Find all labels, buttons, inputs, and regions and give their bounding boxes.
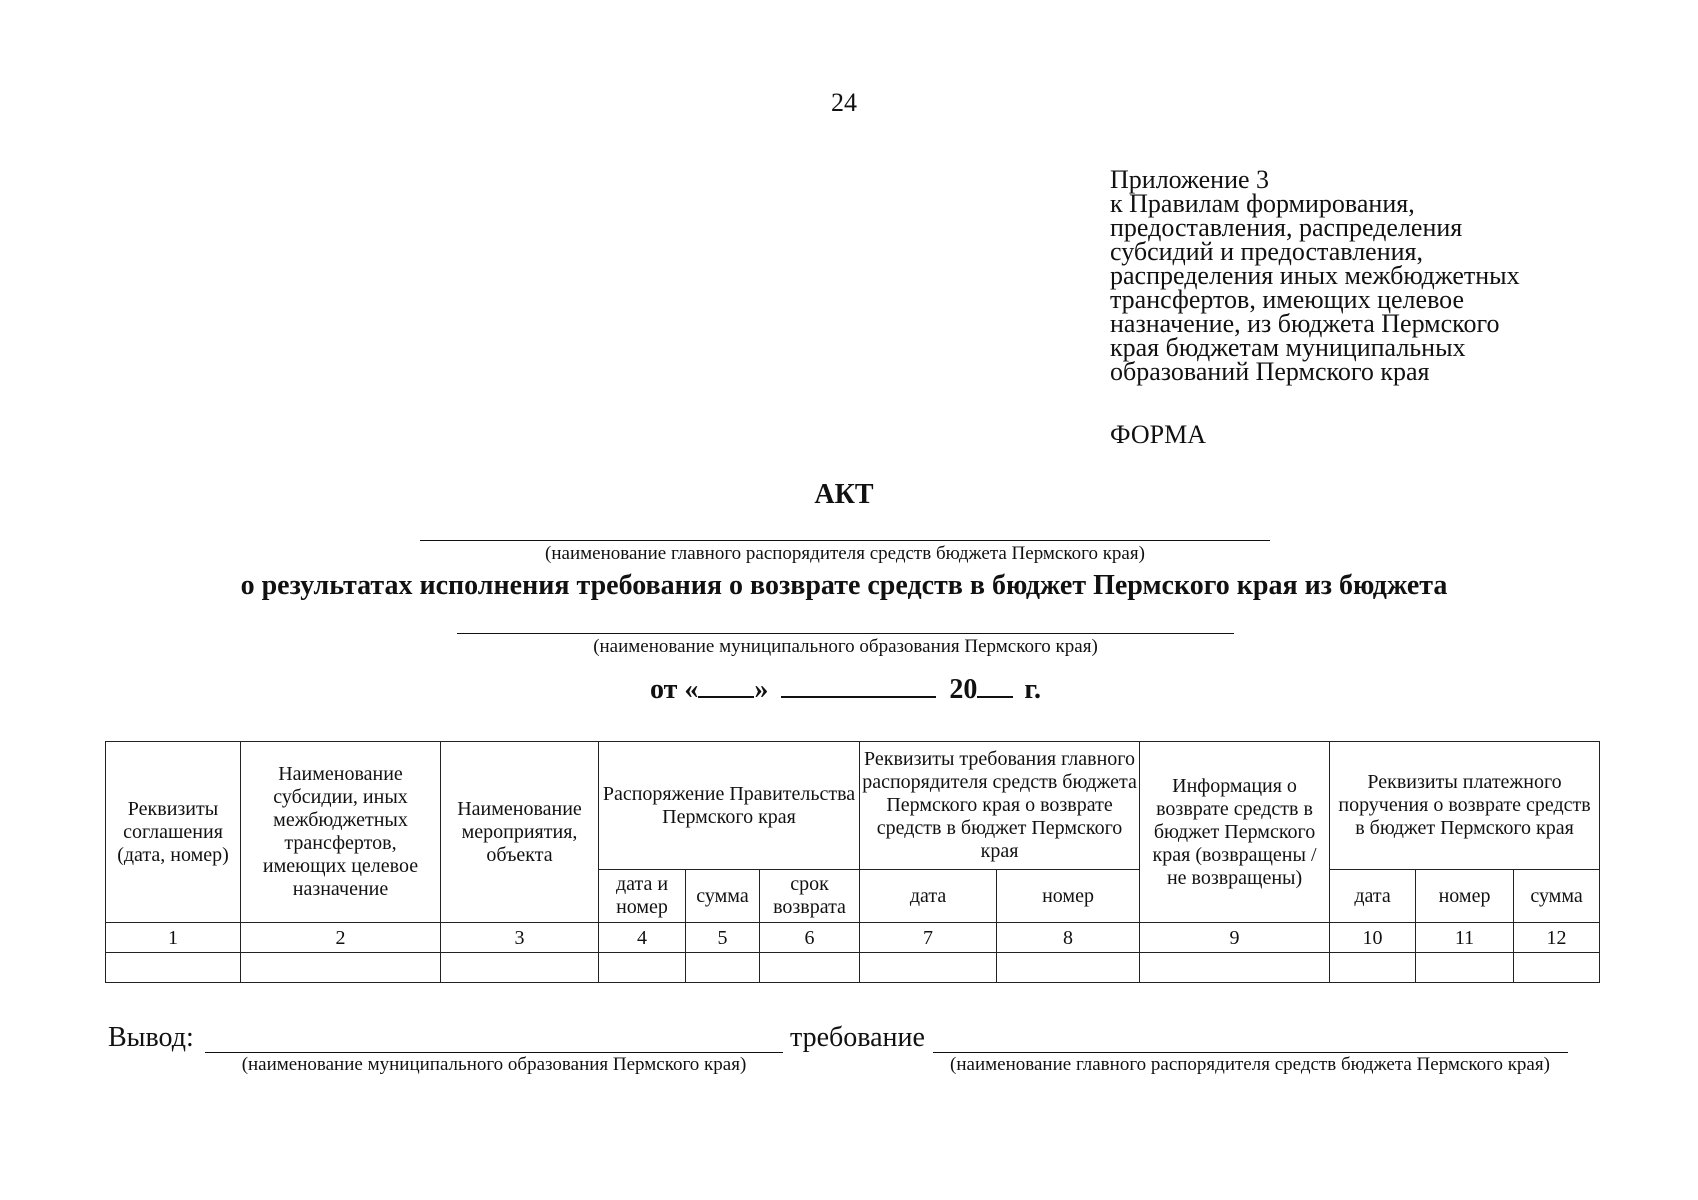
appendix-line: трансфертов, имеющих целевое: [1110, 285, 1465, 314]
header-requirement-details: Реквизиты требования главного распорядителя средств бюджета Пермского края о возврате средств в бюджет Пермского края: [860, 742, 1140, 870]
column-number: 5: [686, 923, 760, 953]
empty-data-row: [106, 953, 1600, 983]
year-prefix: 20: [949, 674, 978, 705]
header-return-info: Информация о возврате средств в бюджет Пермского края (возвращены / не возвращены): [1140, 742, 1330, 923]
table-cell: [241, 953, 441, 983]
appendix-line: края бюджетам муниципальных: [1110, 333, 1466, 362]
column-number: 8: [997, 923, 1140, 953]
conclusion-distributor-caption: (наименование главного распорядителя средств бюджета Пермского края): [950, 1054, 1550, 1075]
table-cell: [1140, 953, 1330, 983]
date-quote-close: »: [754, 674, 769, 705]
date-prefix: от «: [650, 674, 699, 705]
header-subsidy-name: Наименование субсидии, иных межбюджетных трансфертов, имеющих целевое назначение: [241, 742, 441, 923]
column-number: 9: [1140, 923, 1330, 953]
conclusion-municipality-caption: (наименование муниципального образования Пермского края): [241, 1054, 747, 1075]
column-number: 3: [441, 923, 599, 953]
header-payment-sum: сумма: [1514, 870, 1600, 923]
table-cell: [686, 953, 760, 983]
column-number: 11: [1416, 923, 1514, 953]
month-blank: [781, 674, 936, 698]
header-order-sum: сумма: [686, 870, 760, 923]
column-number: 1: [106, 923, 241, 953]
act-heading: о результатах исполнения требования о возврате средств в бюджет Пермского края из бюджета: [240, 570, 1448, 601]
table-cell: [997, 953, 1140, 983]
header-payment-order: Реквизиты платежного поручения о возврате средств в бюджет Пермского края: [1330, 742, 1600, 870]
conclusion-label: Вывод:: [108, 1022, 194, 1053]
header-agreement: Реквизиты соглашения (дата, номер): [106, 742, 241, 923]
table-cell: [860, 953, 997, 983]
year-blank: [977, 674, 1013, 698]
column-number: 2: [241, 923, 441, 953]
year-suffix: г.: [1024, 674, 1041, 705]
requirement-label: требование: [790, 1022, 925, 1053]
column-numbers-row: [106, 923, 1600, 953]
header-order-deadline: срок возврата: [760, 870, 860, 923]
appendix-line: предоставления, распределения: [1110, 213, 1463, 242]
form-label: ФОРМА: [1110, 420, 1206, 449]
conclusion-distributor-line: [933, 1052, 1568, 1053]
header-requirement-date: дата: [860, 870, 997, 923]
municipality-caption: (наименование муниципального образования Пермского края): [593, 636, 1098, 657]
appendix-line: назначение, из бюджета Пермского: [1110, 309, 1500, 338]
appendix-line: к Правилам формирования,: [1110, 189, 1415, 218]
appendix-line: Приложение 3: [1110, 165, 1270, 194]
act-table: [105, 741, 1600, 983]
day-blank: [698, 674, 754, 698]
table-cell: [760, 953, 860, 983]
column-number: 6: [760, 923, 860, 953]
act-date-line: [650, 674, 1041, 706]
distributor-name-line: [420, 540, 1270, 541]
table-cell: [599, 953, 686, 983]
column-number: 7: [860, 923, 997, 953]
table-cell: [1416, 953, 1514, 983]
header-government-order: Распоряжение Правительства Пермского края: [599, 742, 860, 870]
municipality-name-line: [457, 633, 1234, 634]
appendix-line: распределения иных межбюджетных: [1110, 261, 1520, 290]
header-order-date-number: дата и номер: [599, 870, 686, 923]
table-cell: [106, 953, 241, 983]
page-number: 24: [831, 88, 857, 117]
header-payment-date: дата: [1330, 870, 1416, 923]
distributor-caption: (наименование главного распорядителя средств бюджета Пермского края): [545, 543, 1145, 564]
column-number: 12: [1514, 923, 1600, 953]
conclusion-municipality-line: [205, 1052, 783, 1053]
appendix-line: субсидий и предоставления,: [1110, 237, 1423, 266]
table-cell: [1330, 953, 1416, 983]
column-number: 10: [1330, 923, 1416, 953]
table-cell: [1514, 953, 1600, 983]
column-number: 4: [599, 923, 686, 953]
header-event-name: Наименование мероприятия, объекта: [441, 742, 599, 923]
header-payment-number: номер: [1416, 870, 1514, 923]
act-title: АКТ: [814, 479, 874, 510]
appendix-note: [1110, 165, 1590, 386]
header-requirement-number: номер: [997, 870, 1140, 923]
appendix-line: образований Пермского края: [1110, 357, 1430, 386]
table-cell: [441, 953, 599, 983]
